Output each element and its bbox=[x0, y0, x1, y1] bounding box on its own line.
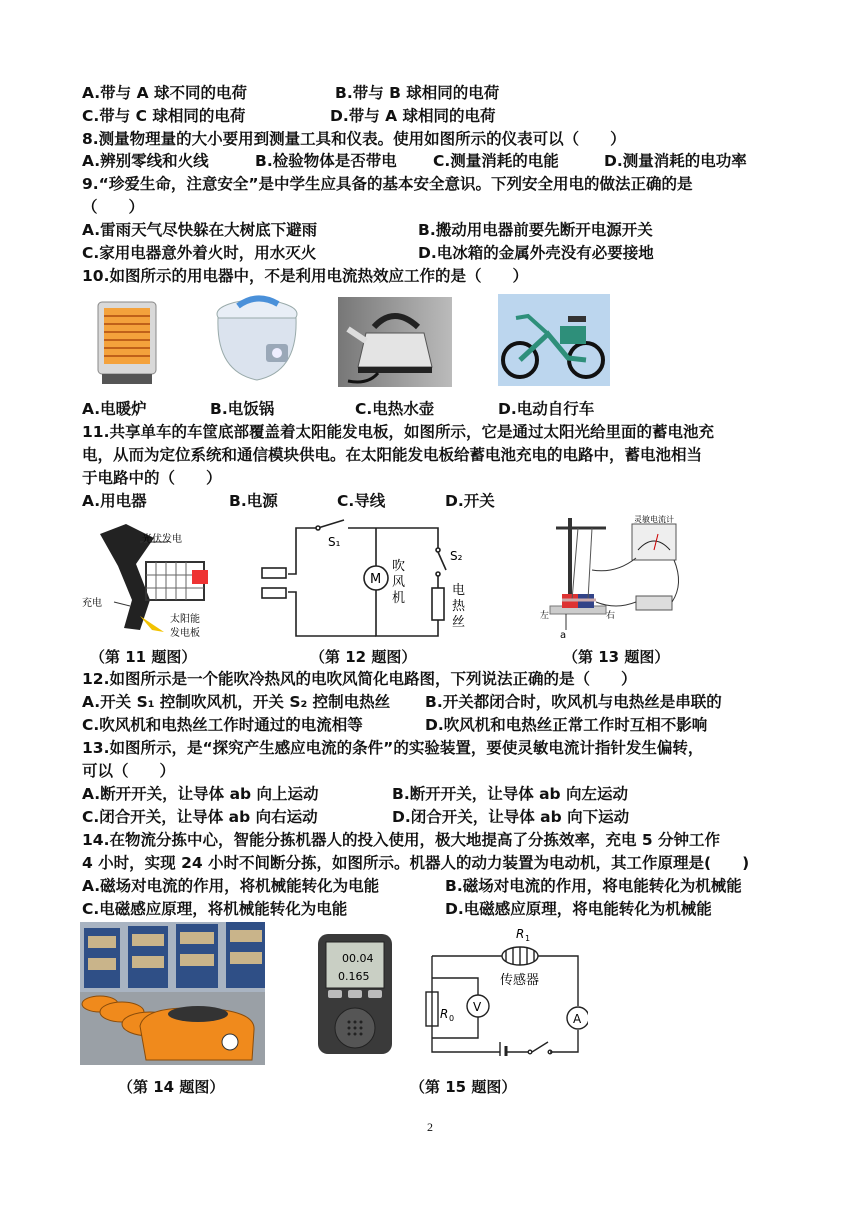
page-number: 2 bbox=[427, 1120, 433, 1134]
q14-stem-cont: 4 小时，实现 24 小时不间断分拣，如图所示。机器人的动力装置为电动机，其工作原理是( ) bbox=[82, 854, 750, 872]
q13-option-d: D.闭合开关，让导体 ab 向下运动 bbox=[392, 808, 630, 826]
r0-label: R bbox=[440, 1007, 449, 1021]
q11-stem-cont2: 于电路中的（ ） bbox=[82, 469, 222, 487]
q13-stem: 13.如图所示，是“探究产生感应电流的条件”的实验装置，要使灵敏电流计指针发生偏转， bbox=[82, 739, 704, 757]
conductor-a-label: a bbox=[560, 630, 567, 641]
q12-option-c: C.吹风机和电热丝工作时通过的电流相等 bbox=[82, 716, 363, 734]
q12-option-b: B.开关都闭合时，吹风机与电热丝是串联的 bbox=[425, 693, 722, 711]
solar-panel-label-1: 太阳能 bbox=[170, 614, 200, 625]
fan-char-1: 吹 bbox=[392, 559, 406, 574]
q9-stem: 9.“珍爱生命，注意安全”是中学生应具备的基本安全意识。下列安全用电的做法正确的是 bbox=[82, 175, 693, 193]
s2-label: S₂ bbox=[450, 549, 463, 563]
q8-option-c: C.测量消耗的电能 bbox=[433, 152, 559, 170]
motor-m-label: M bbox=[370, 572, 382, 587]
q11-stem-cont: 电，从而为定位系统和通信模块供电。在太阳能发电板给蓄电池充电的电路中，蓄电池相当 bbox=[82, 446, 703, 464]
q10-stem: 10.如图所示的用电器中，不是利用电流热效应工作的是（ ） bbox=[82, 267, 528, 285]
screen-reading-2: 0.165 bbox=[338, 970, 370, 983]
q11-option-a: A.用电器 bbox=[82, 492, 147, 510]
galvanometer-label: 灵敏电流计 bbox=[634, 515, 674, 524]
fig15-caption: （第 15 题图） bbox=[410, 1078, 517, 1096]
ammeter-label: A bbox=[573, 1012, 582, 1026]
q13-option-b: B.断开开关，让导体 ab 向左运动 bbox=[392, 785, 629, 803]
q7-option-a: A.带与 A 球不同的电荷 bbox=[82, 84, 247, 102]
fig13-caption: （第 13 题图） bbox=[563, 648, 670, 666]
heater-char-3: 丝 bbox=[452, 615, 466, 630]
charge-label: 充电 bbox=[82, 598, 102, 609]
q9-option-d: D.电冰箱的金属外壳没有必要接地 bbox=[418, 244, 654, 262]
q10-option-d: D.电动自行车 bbox=[498, 400, 595, 418]
q9-option-c: C.家用电器意外着火时，用水灭火 bbox=[82, 244, 317, 262]
fig12-caption: （第 12 题图） bbox=[310, 648, 417, 666]
induction-experiment-figure bbox=[536, 514, 686, 642]
right-label: 右 bbox=[606, 611, 616, 621]
sensor-label: 传感器 bbox=[500, 973, 540, 988]
sensor-meter-device bbox=[316, 932, 394, 1056]
r1-subscript: 1 bbox=[525, 934, 531, 943]
q11-option-d: D.开关 bbox=[445, 492, 495, 510]
q7-option-c: C.带与 C 球相同的电荷 bbox=[82, 107, 246, 125]
electric-heater-image bbox=[96, 298, 158, 386]
q8-option-d: D.测量消耗的电功率 bbox=[604, 152, 747, 170]
bike-basket-figure bbox=[80, 520, 220, 644]
q14-option-c: C.电磁感应原理，将机械能转化为电能 bbox=[82, 900, 348, 918]
screen-reading-1: 00.04 bbox=[342, 952, 374, 965]
q8-stem: 8.测量物理量的大小要用到测量工具和仪表。使用如图所示的仪表可以（ ） bbox=[82, 130, 626, 148]
q9-stem-cont: （ ） bbox=[82, 198, 145, 216]
q11-option-c: C.导线 bbox=[337, 492, 386, 510]
q10-option-a: A.电暖炉 bbox=[82, 400, 147, 418]
fig11-caption: （第 11 题图） bbox=[90, 648, 197, 666]
q10-option-c: C.电热水壶 bbox=[355, 400, 435, 418]
q10-option-b: B.电饭锅 bbox=[210, 400, 275, 418]
r1-label: R bbox=[516, 927, 525, 941]
q9-option-a: A.雷雨天气尽快躲在大树底下避雨 bbox=[82, 221, 318, 239]
q11-option-b: B.电源 bbox=[229, 492, 278, 510]
s1-label: S₁ bbox=[328, 535, 341, 549]
q9-option-b: B.搬动用电器前要先断开电源开关 bbox=[418, 221, 653, 239]
q12-stem: 12.如图所示是一个能吹冷热风的电吹风简化电路图，下列说法正确的是（ ） bbox=[82, 670, 637, 688]
sensor-circuit-diagram bbox=[420, 922, 588, 1056]
q14-option-a: A.磁场对电流的作用，将机械能转化为电能 bbox=[82, 877, 380, 895]
solar-panel-label-2: 发电板 bbox=[170, 628, 200, 639]
pv-label: 光伏发电 bbox=[142, 534, 182, 545]
voltmeter-label: V bbox=[473, 1000, 482, 1014]
electric-bicycle-image bbox=[498, 294, 610, 386]
hair-dryer-circuit bbox=[258, 518, 468, 642]
fig14-caption: （第 14 题图） bbox=[118, 1078, 225, 1096]
heater-char-2: 热 bbox=[452, 599, 466, 614]
q8-option-b: B.检验物体是否带电 bbox=[255, 152, 397, 170]
q14-option-b: B.磁场对电流的作用，将电能转化为机械能 bbox=[445, 877, 742, 895]
left-label: 左 bbox=[540, 611, 550, 621]
q13-option-a: A.断开开关，让导体 ab 向上运动 bbox=[82, 785, 319, 803]
sorting-robots-figure bbox=[80, 922, 265, 1065]
q14-option-d: D.电磁感应原理，将电能转化为机械能 bbox=[445, 900, 712, 918]
q8-option-a: A.辨别零线和火线 bbox=[82, 152, 209, 170]
q13-stem-cont: 可以（ ） bbox=[82, 762, 176, 780]
heater-char-1: 电 bbox=[452, 583, 466, 598]
r0-subscript: 0 bbox=[449, 1014, 455, 1023]
q12-option-a: A.开关 S₁ 控制吹风机，开关 S₂ 控制电热丝 bbox=[82, 693, 391, 711]
q7-option-d: D.带与 A 球相同的电荷 bbox=[330, 107, 496, 125]
fan-char-3: 机 bbox=[392, 591, 406, 606]
q14-stem: 14.在物流分拣中心，智能分拣机器人的投入使用，极大地提高了分拣效率，充电 5 分钟工作 bbox=[82, 831, 721, 849]
electric-kettle-image bbox=[338, 297, 452, 387]
q13-option-c: C.闭合开关，让导体 ab 向右运动 bbox=[82, 808, 318, 826]
fan-char-2: 风 bbox=[392, 575, 406, 590]
q7-option-b: B.带与 B 球相同的电荷 bbox=[335, 84, 500, 102]
q12-option-d: D.吹风机和电热丝正常工作时互相不影响 bbox=[425, 716, 708, 734]
q11-stem: 11.共享单车的车筐底部覆盖着太阳能发电板，如图所示，它是通过太阳光给里面的蓄电池充 bbox=[82, 423, 714, 441]
rice-cooker-image bbox=[208, 292, 306, 388]
